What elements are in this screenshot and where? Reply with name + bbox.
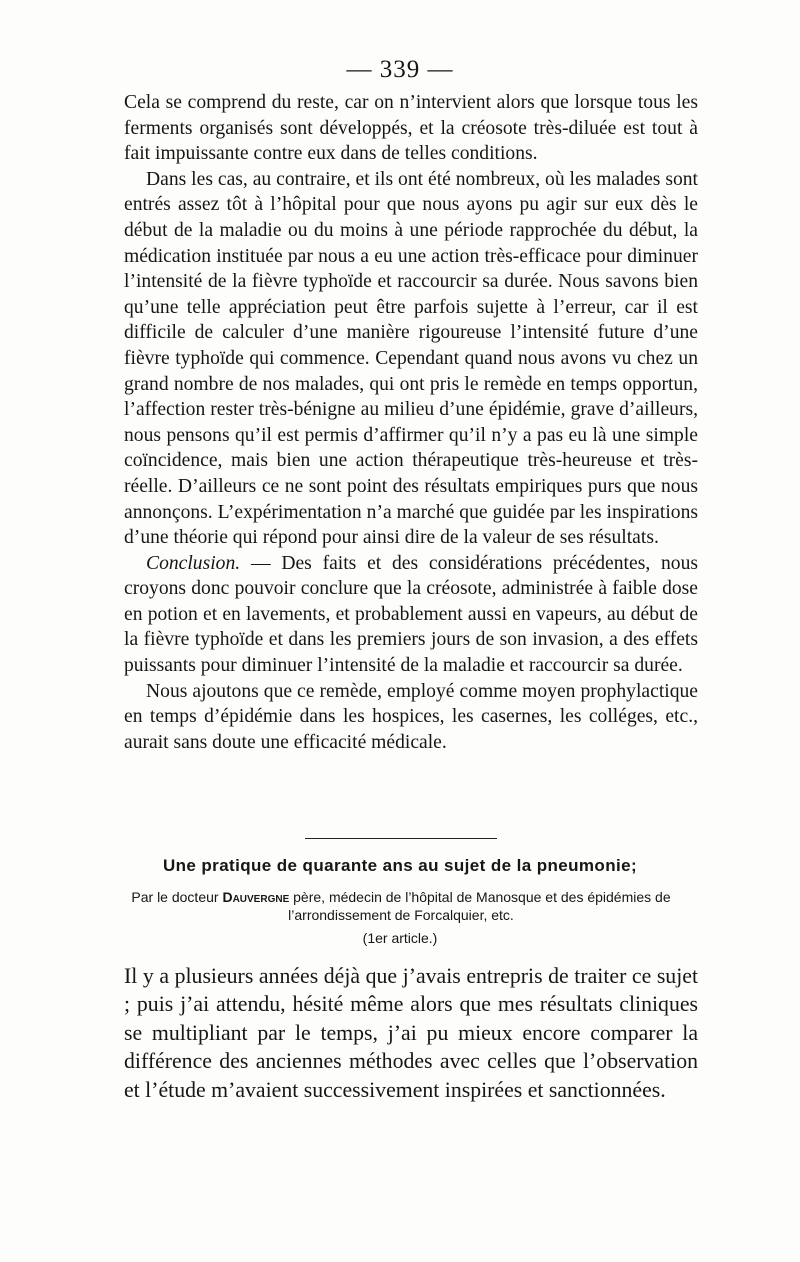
conclusion-text: Des faits et des considérations précédentes, nous croyons donc pouvoir conclure que la créosote, administrée à faible dose en potion et en lavements, et probablement aussi en vapeurs, au début de la fièvre typhoïde et dans les premiers jours de son invasion, a des effets puissants pour diminuer l’intensité de la maladie et raccourcir sa durée. <box>124 552 699 677</box>
byline-prefix: Par le docteur <box>131 889 223 905</box>
article-title: Une pratique de quarante ans au sujet de la pneumonie; <box>162 856 638 875</box>
byline-author: Dauvergne <box>222 889 290 905</box>
conclusion-label: Conclusion. <box>146 552 241 574</box>
paragraph-continued: Cela se comprend du reste, car on n’intervient alors que lorsque tous les ferments organisés sont développés, et la créosote très-diluée est tout à fait impuissante contre eux dans de telles conditions. <box>124 92 698 165</box>
paragraph-conclusion <box>124 551 698 679</box>
byline-rest: père, médecin de l’hôpital de Manosque et des épidémies de l’arrondissement de Forcalquier, etc. <box>288 889 671 923</box>
article-paragraph: Il y a plusieurs années déjà que j’avais entrepris de traiter ce sujet ; puis j’ai attendu, hésité même alors que mes résultats cliniques se multipliant par le temps, j’ai pu mieux encore comparer la différence des anciennes méthodes avec celles que l’observation et l’étude m’avaient successivement inspirées et sanctionnées. <box>124 964 698 1102</box>
section-divider <box>305 838 497 839</box>
paragraph-prophylaxis: Nous ajoutons que ce remède, employé comme moyen prophylactique en temps d’épidémie dans les hospices, les casernes, les colléges, etc., aurait sans doute une efficacité médicale. <box>124 680 698 753</box>
article-text <box>124 962 698 1104</box>
article-part-label: (1er article.) <box>362 930 438 946</box>
conclusion-dash: — <box>240 552 282 574</box>
main-text <box>124 90 698 755</box>
paragraph-cases: Dans les cas, au contraire, et ils ont été nombreux, où les malades sont entrés assez tôt à l’hôpital pour que nous ayons pu agir sur eux dès le début de la maladie ou du moins à une période rapprochée du début, la médication instituée par nous a eu une action très-efficace pour diminuer l’intensité de la fièvre typhoïde et raccourcir sa durée. Nous savons bien qu’une telle appréciation peut être parfois sujette à l’erreur, car il est difficile de calculer d’une manière rigoureuse l’intensité future d’une fièvre typhoïde qui commence. Cependant quand nous avons vu chez un grand nombre de nos malades, qui ont pris le remède en temps opportun, l’affection rester très-bénigne au milieu d’une épidémie, grave d’ailleurs, nous pensons qu’il est permis d’affirmer qu’il n’y a pas eu là une simple coïncidence, mais bien une action thérapeutique très-heureuse et très-réelle. D’ailleurs ce ne sont point des résultats empiriques purs que nous annonçons. L’expérimentation n’a marché que guidée par les inspirations d’une théorie qui répond pour ainsi dire de la valeur de ses résultats. <box>124 168 698 549</box>
article-byline <box>104 888 698 924</box>
page-number: — 339 — <box>346 56 454 83</box>
